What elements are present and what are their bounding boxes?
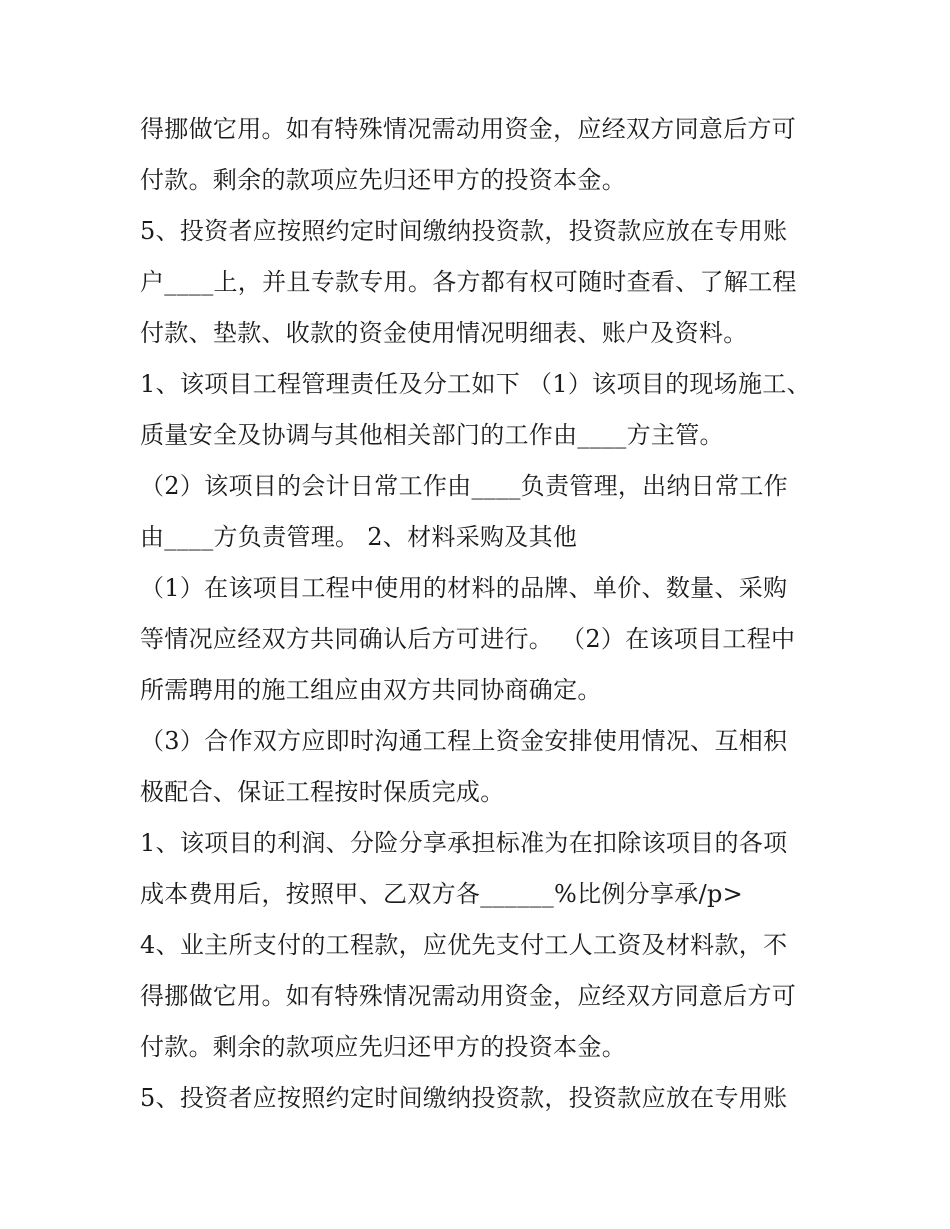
- text-line: 1、该项目工程管理责任及分工如下 （1）该项目的现场施工、: [140, 370, 811, 398]
- text-line: 得挪做它用。如有特殊情况需动用资金，应经双方同意后方可: [140, 982, 797, 1010]
- text-line: 1、该项目的利润、分险分享承担标准为在扣除该项目的各项: [140, 829, 788, 857]
- text-line: 5、投资者应按照约定时间缴纳投资款，投资款应放在专用账: [140, 1084, 788, 1112]
- text-line: 成本费用后，按照甲、乙双方各______%比例分享承/p>: [140, 880, 744, 908]
- text-line: （2）该项目的会计日常工作由____负责管理，出纳日常工作: [140, 472, 788, 500]
- text-line: 付款。剩余的款项应先归还甲方的投资本金。: [140, 166, 626, 194]
- text-line: 付款、垫款、收款的资金使用情况明细表、账户及资料。: [140, 319, 748, 347]
- text-line: 等情况应经双方共同确认后方可进行。 （2）在该项目工程中: [140, 625, 796, 653]
- text-line: 5、投资者应按照约定时间缴纳投资款，投资款应放在专用账: [140, 217, 788, 245]
- text-line: 得挪做它用。如有特殊情况需动用资金，应经双方同意后方可: [140, 115, 797, 143]
- text-line: 由____方负责管理。 2、材料采购及其他: [140, 523, 578, 551]
- text-line: 所需聘用的施工组应由双方共同协商确定。: [140, 676, 602, 704]
- text-line: （1）在该项目工程中使用的材料的品牌、单价、数量、采购: [140, 574, 788, 602]
- document-body: [140, 104, 820, 1124]
- text-line: 户____上，并且专款专用。各方都有权可随时查看、了解工程: [140, 268, 797, 296]
- text-line: （3）合作双方应即时沟通工程上资金安排使用情况、互相积: [140, 727, 788, 755]
- text-line: 极配合、保证工程按时保质完成。: [140, 778, 505, 806]
- text-line: 4、业主所支付的工程款，应优先支付工人工资及材料款，不: [140, 931, 788, 959]
- text-line: 质量安全及协调与其他相关部门的工作由____方主管。: [140, 421, 724, 449]
- text-line: 付款。剩余的款项应先归还甲方的投资本金。: [140, 1033, 626, 1061]
